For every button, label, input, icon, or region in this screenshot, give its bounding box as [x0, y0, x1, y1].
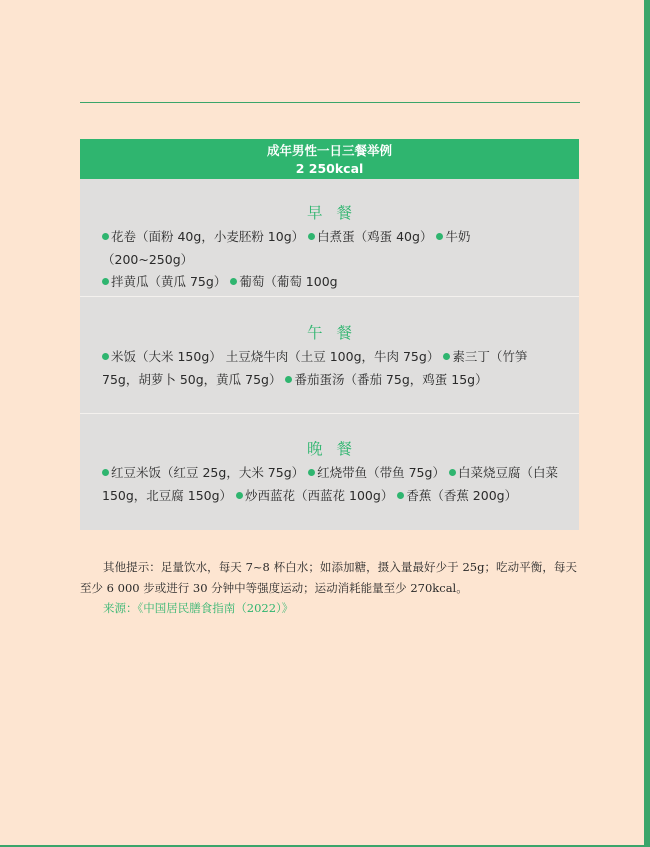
- list-item: 牛奶（200~250g）: [102, 229, 471, 267]
- top-rule: [80, 102, 580, 103]
- bullet-dot-icon: [443, 353, 450, 360]
- lunch-section: [80, 323, 579, 391]
- page-edge-stripe: [644, 0, 650, 847]
- dinner-section: [80, 439, 579, 507]
- source-citation: 来源：《中国居民膳食指南（2022）》: [103, 601, 294, 615]
- list-item: 番茄蛋汤（番茄 75g，鸡蛋 15g）: [285, 372, 487, 387]
- list-item: 拌黄瓜（黄瓜 75g）: [102, 274, 226, 289]
- dinner-items: [80, 462, 579, 507]
- list-item: 花卷（面粉 40g，小麦胚粉 10g）: [102, 229, 304, 244]
- section-divider: [80, 413, 579, 414]
- card-kcal: 2 250kcal: [295, 161, 364, 176]
- tips-paragraph: 其他提示：足量饮水，每天 7~8 杯白水；如添加糖，摄入量最好少于 25g；吃动平衡，每天至少 6 000 步或进行 30 分钟中等强度运动；运动消耗能量至少 270kcal。: [80, 560, 577, 595]
- list-item: 素三丁（竹笋 75g，胡萝卜 50g，黄瓜 75g）: [102, 349, 528, 387]
- breakfast-section: [80, 203, 579, 294]
- list-item: 红烧带鱼（带鱼 75g）: [308, 465, 445, 480]
- bullet-dot-icon: [102, 233, 109, 240]
- bullet-dot-icon: [397, 492, 404, 499]
- dinner-title: 晚餐: [306, 440, 366, 458]
- bullet-dot-icon: [308, 469, 315, 476]
- list-item: 炒西蓝花（西蓝花 100g）: [236, 488, 393, 503]
- meal-plan-card: [80, 139, 579, 530]
- lunch-items: [80, 346, 579, 391]
- list-item: 香蕉（香蕉 200g）: [397, 488, 517, 503]
- card-header: [80, 139, 579, 179]
- list-item: 红豆米饭（红豆 25g，大米 75g）: [102, 465, 304, 480]
- bullet-dot-icon: [285, 376, 292, 383]
- list-item: 白菜烧豆腐（白菜 150g，北豆腐 150g）: [102, 465, 558, 503]
- bullet-dot-icon: [230, 278, 237, 285]
- list-item: 葡萄（葡萄 100g: [230, 274, 337, 289]
- bullet-dot-icon: [308, 233, 315, 240]
- bullet-dot-icon: [102, 353, 109, 360]
- lunch-title: 午餐: [306, 324, 366, 342]
- section-divider: [80, 296, 579, 297]
- bullet-dot-icon: [102, 469, 109, 476]
- bullet-dot-icon: [436, 233, 443, 240]
- breakfast-items: [80, 226, 579, 294]
- bullet-dot-icon: [236, 492, 243, 499]
- card-title: 成年男性一日三餐举例: [266, 143, 392, 158]
- bullet-dot-icon: [102, 278, 109, 285]
- bullet-dot-icon: [449, 469, 456, 476]
- list-item: 米饭（大米 150g） 土豆烧牛肉（土豆 100g，牛肉 75g）: [102, 349, 439, 364]
- breakfast-title: 早餐: [306, 204, 366, 222]
- list-item: 白煮蛋（鸡蛋 40g）: [308, 229, 432, 244]
